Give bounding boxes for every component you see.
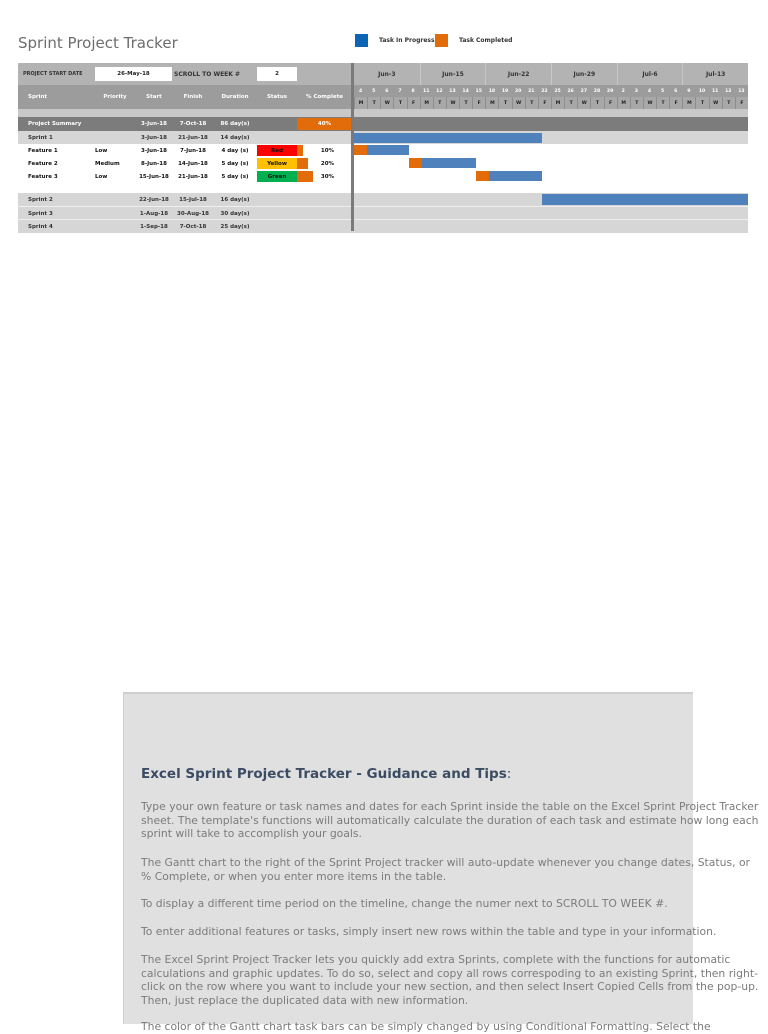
day-number: 4	[647, 88, 652, 94]
sprint-3-start: 1-Aug-18	[139, 210, 169, 217]
in-progress-label: Task In Progress	[379, 37, 435, 44]
in-progress-swatch	[355, 34, 368, 47]
day-number: 22	[541, 88, 548, 94]
controls-row	[18, 63, 748, 85]
col-complete: % Complete	[306, 93, 343, 100]
sprint-3-finish: 30-Aug-18	[177, 210, 209, 217]
col-sprint: Sprint	[28, 94, 48, 100]
week-label: Jun-3	[378, 70, 396, 78]
day-number-row	[354, 85, 748, 97]
day-number: 21	[528, 88, 535, 94]
week-label: Jun-22	[485, 63, 551, 85]
feature-2-start: 8-Jun-18	[141, 160, 167, 167]
day-letter: T	[498, 97, 511, 109]
feature-2-duration: 5 day (s)	[221, 160, 249, 167]
feature-1-status[interactable]: Red	[257, 145, 297, 156]
gantt-bar-feature-2-done	[409, 158, 422, 168]
sprint-4-start: 1-Sep-18	[140, 223, 168, 230]
day-number: 10	[698, 88, 706, 94]
day-letter: T	[695, 97, 708, 109]
gantt-bar-feature-1-done	[354, 145, 367, 155]
feature-3-row	[18, 170, 748, 184]
day-number: 5	[661, 88, 665, 94]
sprint-1-start: 3-Jun-18	[141, 134, 167, 141]
day-number: 20	[514, 88, 522, 94]
col-priority: Priority	[103, 94, 127, 100]
gantt-bar-feature-3-done	[476, 171, 489, 181]
day-number: 18	[488, 88, 496, 94]
day-number: 26	[567, 88, 574, 94]
day-letter-row	[354, 97, 748, 109]
gantt-bar-sprint-1	[354, 133, 542, 143]
feature-1-start: 3-Jun-18	[141, 147, 167, 154]
feature-3-start: 15-Jun-18	[139, 173, 169, 180]
start-date-input[interactable]: 26-May-18	[95, 67, 172, 81]
feature-3-status[interactable]: Green	[257, 171, 297, 182]
feature-3-priority: Low	[95, 173, 108, 180]
day-number: 8	[411, 88, 415, 94]
feature-1-priority: Low	[95, 147, 108, 154]
day-number: 4	[358, 88, 363, 94]
feature-1-name: Feature 1	[28, 147, 58, 154]
column-header-row	[18, 85, 748, 109]
day-letter: M	[354, 97, 367, 109]
day-number: 12	[725, 88, 732, 94]
feature-3-finish: 21-Jun-18	[178, 173, 208, 180]
summary-start: 3-Jun-18	[141, 121, 167, 127]
sprint-2-duration: 16 day(s)	[220, 196, 250, 203]
sprint-1-name: Sprint 1	[28, 134, 53, 141]
day-letter: W	[380, 97, 393, 109]
sprint-2-finish: 15-Jul-18	[179, 196, 207, 203]
feature-2-name: Feature 2	[28, 160, 58, 167]
day-letter: T	[564, 97, 577, 109]
sprint-4-name: Sprint 4	[28, 223, 53, 230]
day-letter: T	[590, 97, 603, 109]
col-duration: Duration	[221, 94, 249, 100]
day-number: 15	[475, 88, 482, 94]
feature-2-finish: 14-Jun-18	[178, 160, 208, 167]
day-number: 6	[674, 88, 678, 94]
day-letter: T	[433, 97, 446, 109]
feature-2-priority: Medium	[95, 160, 120, 167]
grid-divider	[351, 63, 354, 231]
day-number: 11	[423, 88, 430, 94]
gantt-bar-feature-3	[489, 171, 542, 181]
guidance-paragraph-2: The Gantt chart to the right of the Sprint Project tracker will auto-update whenever you change dates, Status, or % Complete, or when you enter more items in the table.	[141, 856, 751, 883]
col-start: Start	[146, 94, 162, 100]
day-number: 9	[687, 88, 691, 94]
col-finish: Finish	[183, 94, 203, 100]
day-number: 5	[372, 88, 376, 94]
project-summary-row	[18, 117, 748, 131]
guidance-panel	[123, 692, 759, 1033]
completed-label: Task Completed	[459, 37, 513, 44]
sprint-4-finish: 7-Oct-18	[179, 223, 207, 230]
feature-2-complete: 20%	[320, 160, 335, 167]
summary-duration: 86 day(s)	[220, 121, 250, 127]
day-letter: W	[446, 97, 459, 109]
feature-3-complete: 30%	[320, 173, 335, 180]
day-letter: W	[512, 97, 525, 109]
week-header	[354, 63, 748, 85]
day-number: 7	[398, 88, 402, 94]
day-number: 12	[436, 88, 443, 94]
day-number: 2	[621, 88, 625, 94]
day-letter: F	[669, 97, 682, 109]
sprint-1-finish: 21-Jun-18	[178, 134, 208, 141]
guidance-heading: Excel Sprint Project Tracker - Guidance and Tips:	[141, 766, 512, 782]
page-title: Sprint Project Tracker	[18, 34, 178, 52]
scroll-week-input[interactable]: 2	[257, 67, 297, 81]
sprint-1-duration: 14 day(s)	[220, 134, 250, 141]
day-letter: W	[643, 97, 656, 109]
feature-1-finish: 7-Jun-18	[180, 147, 206, 154]
day-letter: T	[459, 97, 472, 109]
sprint-2-name: Sprint 2	[28, 196, 53, 203]
day-letter: T	[525, 97, 538, 109]
week-label: Jul-6	[617, 63, 683, 85]
sprint-4-duration: 25 day(s)	[220, 223, 250, 230]
feature-3-name: Feature 3	[28, 173, 58, 180]
day-number: 13	[738, 88, 745, 94]
week-label: Jun-15	[420, 63, 486, 85]
day-letter: F	[407, 97, 420, 109]
gantt-bar-feature-1	[367, 145, 409, 155]
day-letter: M	[485, 97, 498, 109]
day-letter: T	[367, 97, 380, 109]
day-letter: M	[682, 97, 695, 109]
day-letter: F	[472, 97, 485, 109]
feature-1-duration: 4 day (s)	[221, 147, 249, 154]
sprint-3-row	[18, 206, 748, 220]
day-letter: T	[393, 97, 406, 109]
day-number: 25	[554, 88, 561, 94]
day-letter: T	[722, 97, 735, 109]
guidance-paragraph-6: The color of the Gantt chart task bars can be simply changed by using Conditional Formatting. Select the	[141, 1020, 711, 1033]
sprint-4-row	[18, 219, 748, 233]
day-letter: M	[420, 97, 433, 109]
day-number: 11	[711, 88, 719, 94]
week-label: Jun-29	[551, 63, 617, 85]
feature-2-status[interactable]: Yellow	[257, 158, 297, 169]
feature-3-duration: 5 day (s)	[221, 173, 249, 180]
day-letter: F	[604, 97, 617, 109]
day-letter: T	[630, 97, 643, 109]
summary-name: Project Summary	[28, 121, 82, 127]
separator-row	[18, 109, 748, 117]
day-letter: F	[735, 97, 748, 109]
day-number: 3	[634, 88, 638, 94]
guidance-paragraph-3: To display a different time period on the timeline, change the numer next to SCROLL TO WEEK #.	[141, 897, 668, 910]
sprint-3-name: Sprint 3	[28, 210, 53, 217]
day-number: 27	[580, 88, 588, 94]
day-letter: W	[709, 97, 722, 109]
scroll-week-label: SCROLL TO WEEK #	[174, 70, 241, 78]
summary-finish: 7-Oct-18	[179, 121, 207, 127]
day-letter: M	[551, 97, 564, 109]
day-number: 13	[449, 88, 456, 94]
feature-1-complete: 10%	[320, 147, 335, 154]
gantt-bar-feature-2	[422, 158, 476, 168]
day-number: 6	[385, 88, 389, 94]
feature-2-row	[18, 157, 748, 171]
day-number: 29	[606, 88, 614, 94]
day-number: 14	[462, 88, 469, 94]
day-letter: M	[617, 97, 630, 109]
sprint-3-duration: 30 day(s)	[220, 210, 250, 217]
summary-complete: 40%	[297, 118, 352, 130]
col-status: Status	[266, 94, 288, 100]
guidance-paragraph-5: The Excel Sprint Project Tracker lets you quickly add extra Sprints, complete with the functions for automatic calculations and graphic updates. To do so, select and copy all rows correspoding to an existing Sprint, then right-click on the row where you want to include your new section, and then select Insert Copied Cells from the pop-up. Then, just replace the duplicated data with new information.	[141, 953, 759, 1007]
day-number: 28	[593, 88, 601, 94]
day-letter: F	[538, 97, 551, 109]
guidance-paragraph-4: To enter additional features or tasks, simply insert new rows within the table and type in your information.	[141, 925, 717, 938]
completed-swatch	[435, 34, 448, 47]
guidance-paragraph-1: Type your own feature or task names and dates for each Sprint inside the table on the Excel Sprint Project Tracker sheet. The template's functions will automatically calculate the duration of each task and estimate how long each sprint will take to accomplish your goals.	[141, 800, 759, 840]
day-letter: W	[577, 97, 590, 109]
day-number: 19	[501, 88, 509, 94]
sprint-2-start: 22-Jun-18	[139, 196, 169, 203]
gantt-bar-sprint-2	[542, 194, 748, 205]
week-label: Jul-13	[682, 63, 748, 85]
start-date-label: PROJECT START DATE	[23, 71, 83, 77]
day-letter: T	[656, 97, 669, 109]
